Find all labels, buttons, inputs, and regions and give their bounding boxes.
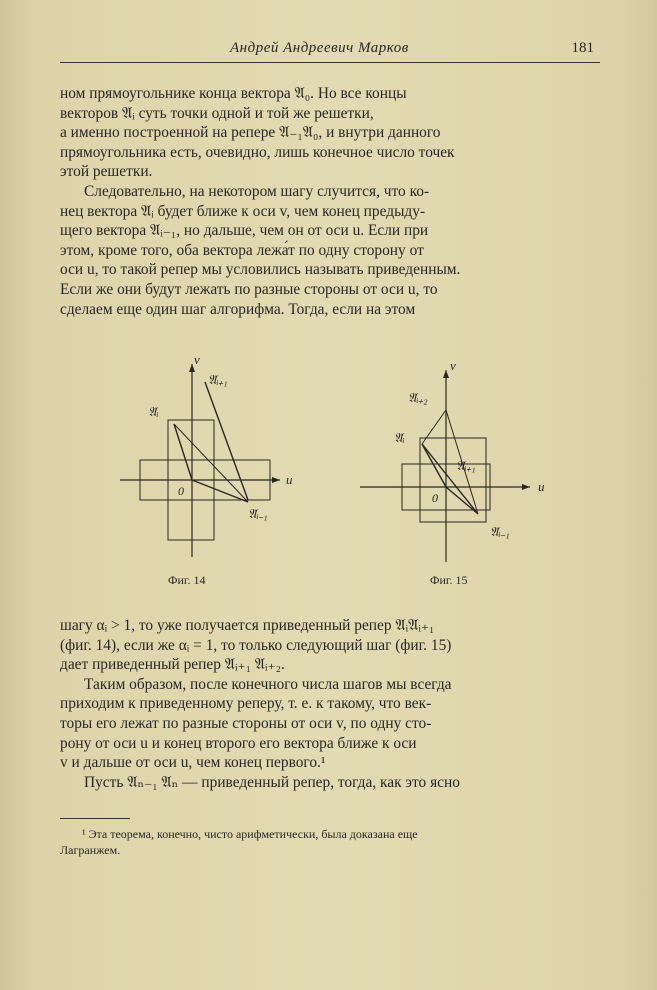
fig14-group [120,352,293,587]
text-line: оси u, то такой репер мы условились называть приведенным. [60,261,461,279]
fig15-label-a-i: 𝔄ᵢ [394,430,405,445]
text-line: рону от оси u и конец второго его вектора ближе к оси [60,734,417,752]
arrow-icon [443,370,449,378]
fig15-origin-label: 0 [432,491,438,505]
fig14-label-a-i-minus-1: 𝔄ᵢ₋₁ [248,506,268,521]
fig15-label-a-i-plus-1: 𝔄ᵢ₊₁ [456,458,476,473]
text-line: векторов 𝔄ᵢ суть точки одной и той же решетки, [60,104,374,122]
text-line: v и дальше от оси u, чем конец первого.¹ [60,754,326,772]
text-line: (фиг. 14), если же αᵢ = 1, то только следующий шаг (фиг. 15) [60,636,452,654]
fig15-label-a-i-minus-1: 𝔄ᵢ₋₁ [490,524,510,539]
fig15-axis-v-label: v [450,358,456,373]
fig15-connector [422,410,446,444]
text-line: дает приведенный репер 𝔄ᵢ₊₁ 𝔄ᵢ₊₂. [60,656,285,674]
text-line: ном прямоугольнике конца вектора 𝔄₀. Но все концы [60,85,407,102]
fig14-vector-a-i-minus-1 [192,480,248,502]
fig14-vector-a-i [174,424,192,480]
paragraph-block-top [60,84,600,319]
fig14-origin-label: 0 [178,484,184,498]
text-line: нец вектора 𝔄ᵢ будет ближе к оси v, чем конец предыду- [60,202,426,220]
text-line: шагу αᵢ > 1, то уже получается приведенный репер 𝔄ᵢ𝔄ᵢ₊₁ [60,617,435,634]
footnote [60,826,600,858]
footnote-divider [60,818,130,819]
page-header [60,38,600,63]
fig15-vector-a-i [422,444,446,487]
text-line: щего вектора 𝔄ᵢ₋₁, но дальше, чем он от оси u. Если при [60,222,429,240]
figure-14-diagram [60,352,600,602]
fig15-caption: Фиг. 15 [430,573,468,587]
fig15-label-a-i-plus-2: 𝔄ᵢ₊₂ [408,390,428,405]
footnote-line: ¹ Эта теорема, конечно, чисто арифметически, была доказана еще [82,827,418,841]
arrow-icon [522,484,530,490]
text-line: приходим к приведенному реперу, т. е. к такому, что век- [60,695,432,713]
fig15-group [360,358,545,587]
fig14-vector-a-i-plus-1 [205,382,248,500]
fig14-label-a-i: 𝔄ᵢ [148,404,159,419]
fig14-caption: Фиг. 14 [168,573,206,587]
fig14-diagonal [174,424,248,502]
text-line: этой решетки. [60,163,153,181]
fig14-axis-v-label: v [194,352,200,367]
text-line: этом, кроме того, оба вектора лежа́т по одну сторону от [60,241,424,259]
fig14-label-a-i-plus-1: 𝔄ᵢ₊₁ [208,372,228,387]
fig14-axis-u-label: u [286,472,293,487]
text-line: сделаем еще один шаг алгорифма. Тогда, если на этом [60,300,416,318]
text-line: Таким образом, после конечного числа шагов мы всегда [84,675,452,693]
paragraph-block-bottom [60,616,600,792]
text-line: Если же они будут лежать по разные стороны от оси u, то [60,280,438,298]
footnote-line: Лагранжем. [60,843,121,857]
page-number: 181 [571,40,594,56]
arrow-icon [272,477,280,483]
fig15-vector-a-i-plus-1 [422,444,478,514]
text-line: Пусть 𝔄ₙ₋₁ 𝔄ₙ — приведенный репер, тогда, как это ясно [84,773,460,791]
text-line: прямоугольника есть, очевидно, лишь конечное число точек [60,143,455,161]
running-title: Андрей Андреевич Марков [230,40,409,56]
text-line: торы его лежат по разные стороны от оси v, по одну сто- [60,714,432,732]
text-line: а именно построенной на репере 𝔄₋₁𝔄₀, и внутри данного [60,124,441,142]
text-line: Следовательно, на некотором шагу случится, что ко- [84,182,430,200]
fig15-axis-u-label: u [538,479,545,494]
figures-area [60,352,600,602]
